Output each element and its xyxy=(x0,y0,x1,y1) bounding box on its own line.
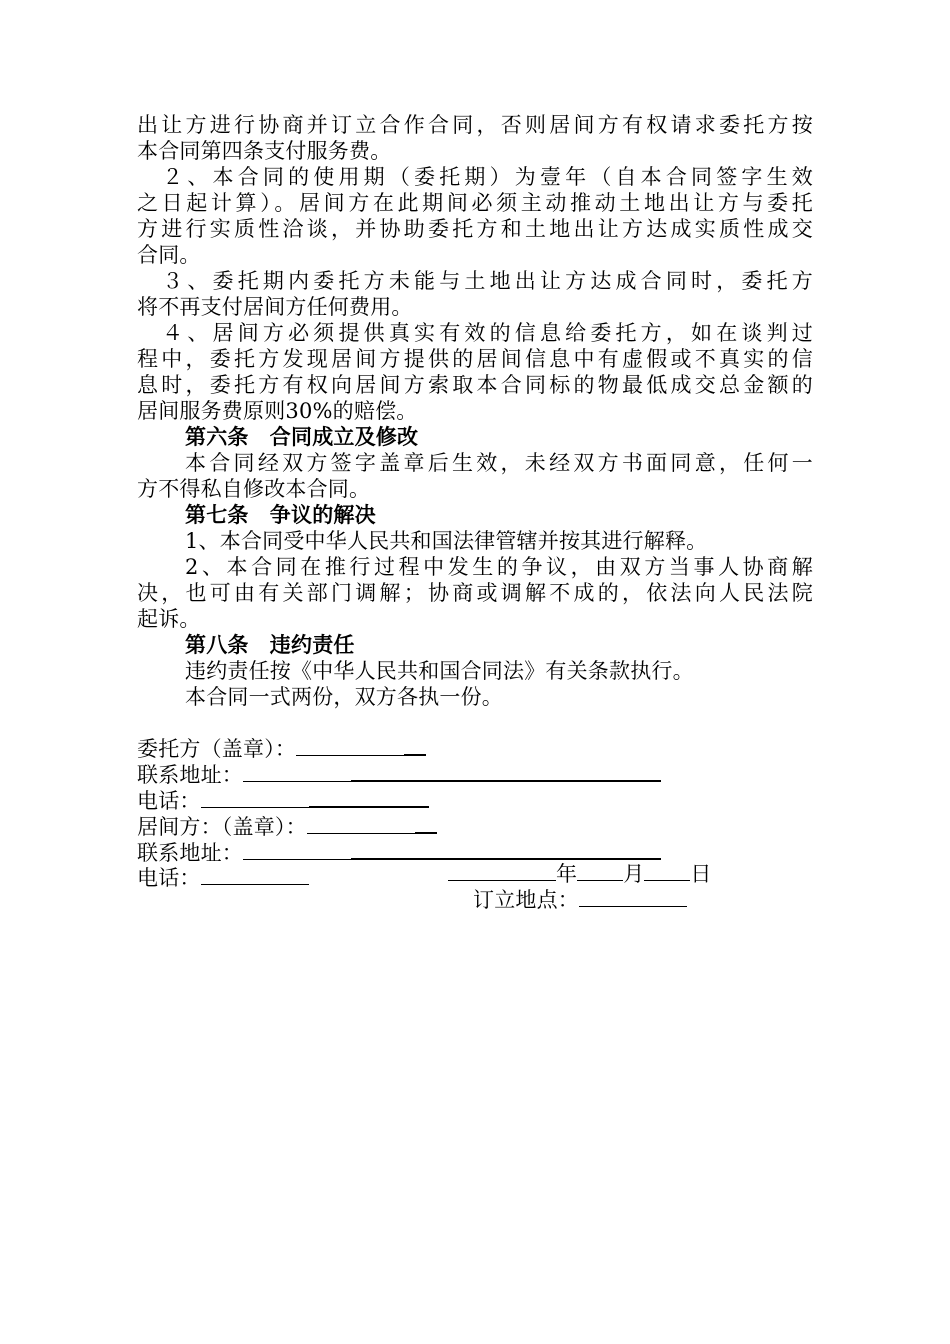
body-line: 合同。 xyxy=(137,243,201,267)
client-phone-label: 电话： xyxy=(137,789,201,813)
article-6-heading: 第六条 合同成立及修改 xyxy=(185,424,419,449)
place-row xyxy=(473,886,687,913)
article-7-line: 决，也可由有关部门调解；协商或调解不成的，依法向人民法院 xyxy=(137,581,813,605)
body-line: 程中，委托方发现居间方提供的居间信息中有虚假或不真实的信 xyxy=(137,347,813,371)
article-7-line: 2、本合同在推行过程中发生的争议，由双方当事人协商解 xyxy=(185,555,813,579)
place-label: 订立地点： xyxy=(473,888,579,912)
agent-phone-label: 电话： xyxy=(137,866,201,890)
body-line: 之日起计算）。居间方在此期间必须主动推动土地出让方与委托 xyxy=(137,191,813,215)
agent-seal-blank[interactable] xyxy=(307,813,415,834)
place-blank[interactable] xyxy=(579,886,687,907)
article-7-heading: 第七条 争议的解决 xyxy=(185,502,376,527)
client-seal-row xyxy=(137,734,426,762)
agent-seal-row xyxy=(137,812,437,840)
article-8-line: 违约责任按《中华人民共和国合同法》有关条款执行。 xyxy=(185,659,694,683)
client-address-blank[interactable] xyxy=(243,761,351,782)
agent-seal-label: 居间方：（盖章）： xyxy=(137,815,307,839)
client-seal-label: 委托方（盖章）： xyxy=(137,737,297,761)
year-blank[interactable] xyxy=(448,860,556,881)
client-phone-blank[interactable] xyxy=(201,787,309,808)
agent-address-label: 联系地址： xyxy=(137,841,243,865)
client-seal-blank-end xyxy=(404,734,426,756)
article-8-line: 本合同一式两份，双方各执一份。 xyxy=(185,685,503,709)
agent-seal-blank-end xyxy=(415,812,437,834)
article-6-line: 方不得私自修改本合同。 xyxy=(137,477,371,501)
agent-phone-blank[interactable] xyxy=(201,864,309,885)
day-label: 日 xyxy=(690,862,712,886)
year-label: 年 xyxy=(556,862,578,886)
body-line: ３、委托期内委托方未能与土地出让方达成合同时，委托方 xyxy=(137,269,813,293)
date-row xyxy=(448,860,712,887)
client-address-label: 联系地址： xyxy=(137,763,243,787)
article-7-line: 1、本合同受中华人民共和国法律管辖并按其进行解释。 xyxy=(185,529,708,553)
agent-address-blank[interactable] xyxy=(243,839,351,860)
client-address-blank-ext xyxy=(351,760,661,782)
client-phone-blank-ext xyxy=(309,786,429,808)
month-blank[interactable] xyxy=(577,860,623,881)
body-line: 方进行实质性洽谈，并协助委托方和土地出让方达成实质性成交 xyxy=(137,217,813,241)
client-phone-row xyxy=(137,786,429,814)
month-label: 月 xyxy=(623,862,645,886)
client-seal-blank[interactable] xyxy=(296,735,404,756)
body-line: 将不再支付居间方任何费用。 xyxy=(137,295,413,319)
body-line: 息时，委托方有权向居间方索取本合同标的物最低成交总金额的 xyxy=(137,373,813,397)
agent-phone-row xyxy=(137,864,309,891)
article-6-line: 本合同经双方签字盖章后生效，未经双方书面同意，任何一 xyxy=(185,451,813,475)
article-8-heading: 第八条 违约责任 xyxy=(185,632,355,657)
body-line: 本合同第四条支付服务费。 xyxy=(137,139,392,163)
body-line: 出让方进行协商并订立合作合同，否则居间方有权请求委托方按 xyxy=(137,113,813,137)
agent-address-blank-ext xyxy=(351,838,661,860)
body-line: ４、居间方必须提供真实有效的信息给委托方，如在谈判过 xyxy=(137,321,813,345)
body-line: ２、本合同的使用期（委托期）为壹年（自本合同签字生效 xyxy=(137,165,813,189)
client-address-row xyxy=(137,760,661,788)
day-blank[interactable] xyxy=(644,860,690,881)
article-7-line: 起诉。 xyxy=(137,607,201,631)
body-line: 居间服务费原则30%的赔偿。 xyxy=(137,399,418,423)
